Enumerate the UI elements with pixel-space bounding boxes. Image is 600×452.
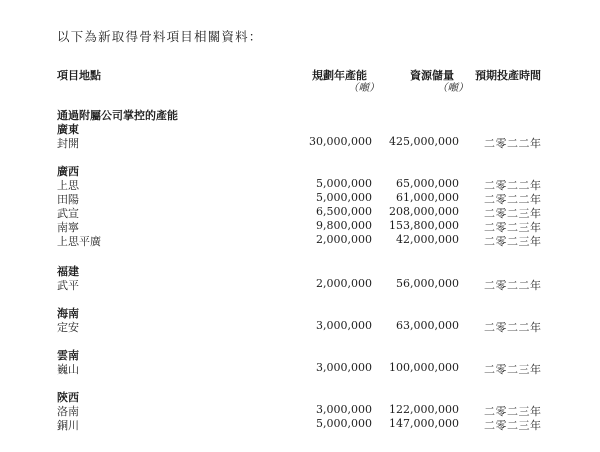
- province-title: 雲南: [57, 349, 79, 362]
- table-row: [0, 319, 600, 333]
- row-capacity: 2,000,000: [316, 233, 372, 246]
- row-reserves: 56,000,000: [396, 277, 459, 290]
- row-capacity: 3,000,000: [316, 403, 372, 416]
- header-reserves: 資源儲量: [410, 69, 454, 82]
- row-location: 封開: [57, 137, 79, 150]
- row-location: 南寧: [57, 221, 79, 234]
- row-time: 二零二二年: [484, 179, 542, 192]
- row-location: 上思: [57, 179, 79, 192]
- row-reserves: 147,000,000: [389, 417, 459, 430]
- row-capacity: 2,000,000: [316, 277, 372, 290]
- section-title: 通過附屬公司掌控的產能: [57, 109, 178, 122]
- row-time: 二零二三年: [484, 221, 542, 234]
- row-reserves: 63,000,000: [396, 319, 459, 332]
- intro-text: 以下為新取得骨料項目相關資料：: [57, 29, 263, 44]
- table-row: [0, 417, 600, 431]
- row-location: 洛南: [57, 405, 79, 418]
- row-reserves: 425,000,000: [389, 135, 459, 148]
- row-capacity: 9,800,000: [316, 219, 372, 232]
- row-time: 二零二三年: [484, 207, 542, 220]
- province-title: 海南: [57, 307, 79, 320]
- row-location: 定安: [57, 321, 79, 334]
- row-time: 二零二二年: [484, 279, 542, 292]
- row-time: 二零二三年: [484, 419, 542, 432]
- province-title: 福建: [57, 265, 79, 278]
- row-capacity: 3,000,000: [316, 361, 372, 374]
- row-location: 田陽: [57, 193, 79, 206]
- row-capacity: 5,000,000: [316, 417, 372, 430]
- row-reserves: 61,000,000: [396, 191, 459, 204]
- table-row: [0, 177, 600, 191]
- row-time: 二零二三年: [484, 363, 542, 376]
- header-time: 預期投產時間: [475, 69, 541, 82]
- row-capacity: 3,000,000: [316, 319, 372, 332]
- row-capacity: 5,000,000: [316, 177, 372, 190]
- row-capacity: 5,000,000: [316, 191, 372, 204]
- table-row: [0, 403, 600, 417]
- row-capacity: 30,000,000: [309, 135, 372, 148]
- row-time: 二零二二年: [484, 321, 542, 334]
- row-reserves: 100,000,000: [389, 361, 459, 374]
- row-reserves: 208,000,000: [389, 205, 459, 218]
- row-reserves: 65,000,000: [396, 177, 459, 190]
- table-row: [0, 277, 600, 291]
- row-time: 二零二三年: [484, 405, 542, 418]
- table-row: [0, 191, 600, 205]
- province-title: 廣西: [57, 165, 79, 178]
- province-title: 陝西: [57, 391, 79, 404]
- table-row: [0, 135, 600, 149]
- row-location: 武宣: [57, 207, 79, 220]
- row-reserves: 122,000,000: [389, 403, 459, 416]
- header-reserves-unit: （噸）: [437, 82, 469, 94]
- row-reserves: 153,800,000: [389, 219, 459, 232]
- table-row: [0, 233, 600, 247]
- table-row: [0, 219, 600, 233]
- row-location: 銅川: [57, 419, 79, 432]
- table-row: [0, 205, 600, 219]
- row-location: 武平: [57, 279, 79, 292]
- header-location: 項目地點: [57, 69, 101, 82]
- row-capacity: 6,500,000: [316, 205, 372, 218]
- province-title: 廣東: [57, 123, 79, 136]
- row-location: 巍山: [57, 363, 79, 376]
- header-capacity: 規劃年產能: [312, 69, 367, 82]
- row-time: 二零二三年: [484, 235, 542, 248]
- row-location: 上思平廣: [57, 235, 101, 248]
- table-row: [0, 361, 600, 375]
- header-capacity-unit: （噸）: [348, 82, 380, 94]
- row-reserves: 42,000,000: [396, 233, 459, 246]
- row-time: 二零二二年: [484, 137, 542, 150]
- row-time: 二零二二年: [484, 193, 542, 206]
